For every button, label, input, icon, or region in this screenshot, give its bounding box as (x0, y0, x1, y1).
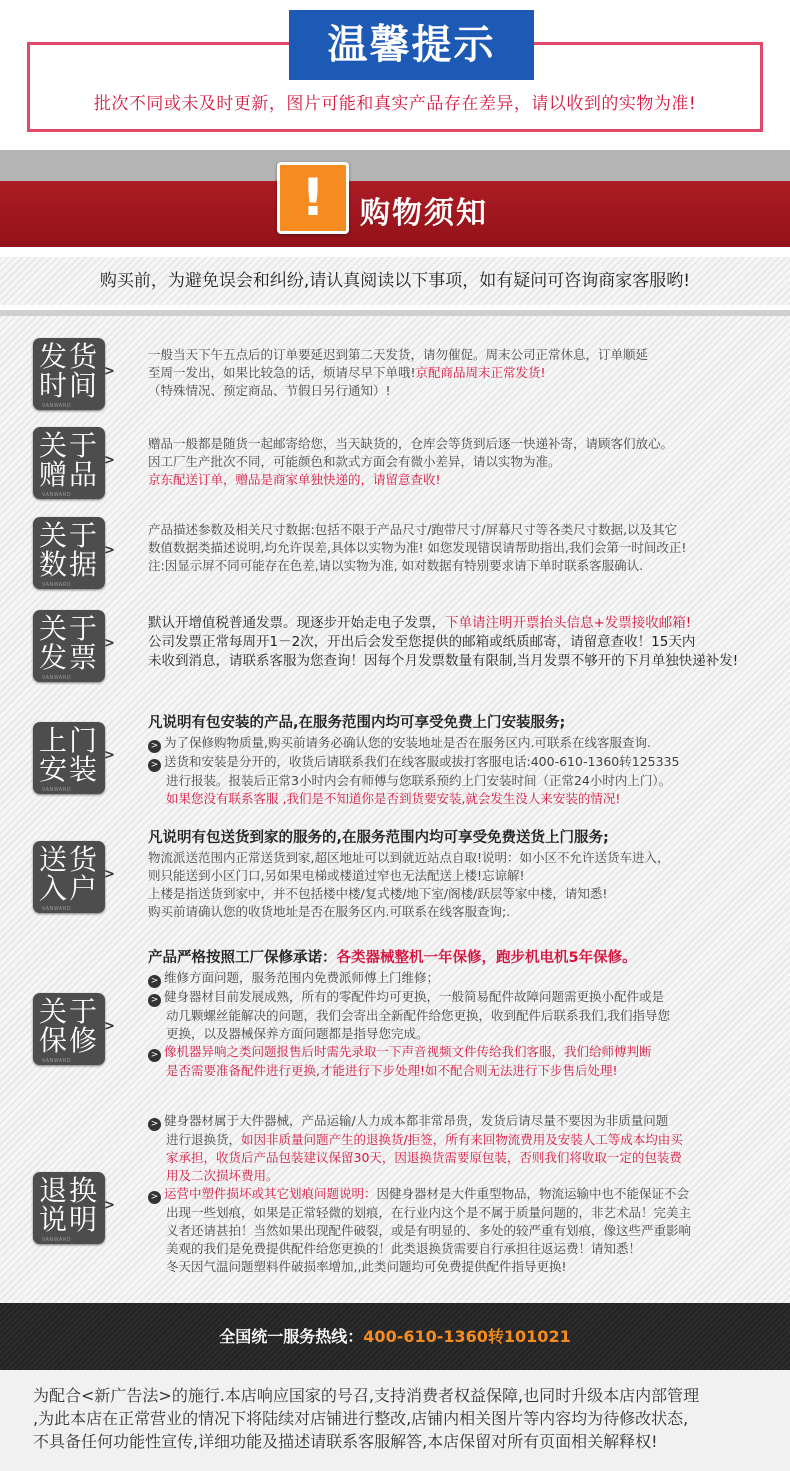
delivery-content (148, 827, 778, 921)
text-line (148, 614, 778, 633)
red-note: 如果您没有联系客服 ,我们是不知道你是否到货要安装,就会发生没人来安装的情况! (166, 791, 621, 806)
red-note: 各类器械整机一年保修，跑步机电机5年保修。 (336, 950, 637, 966)
delivery-badge (33, 841, 105, 913)
text-span: 因健身器材是大件重型物品，物流运输中也不能保证不会 (376, 1186, 690, 1201)
install-badge (33, 722, 105, 794)
gifts-badge (33, 427, 105, 499)
chevron-right-icon: > (104, 636, 115, 651)
text-line: 更换，以及器械保养方面问题都是指导您完成。 (166, 1026, 429, 1041)
text-line: 冬天因气温问题塑料件破损率增加,,此类问题均可免费提供配件指导更换! (166, 1259, 567, 1274)
hotline-bar (0, 1303, 790, 1370)
text-line: 动几颗螺丝能解决的问题，我们会寄出全新配件给您更换，收到配件后联系我们,我们指导您 (166, 1008, 670, 1023)
badge-brand: VANWARD (42, 675, 72, 681)
badge-brand: VANWARD (42, 492, 72, 498)
bullet-arrow-icon: > (148, 1118, 161, 1131)
text-line: 美观的我们是免费提供配件给您更换的！此类退换货需要自行承担往返运费！请知悉！ (166, 1241, 642, 1256)
bullet-item (148, 1185, 778, 1204)
text-line: 一般当天下午五点后的订单要延迟到第二天发货，请勿催促。周末公司正常休息，订单顺延 (148, 347, 649, 362)
red-note: 下单请注明开票抬头信息+发票接收邮箱! (445, 615, 692, 631)
text-line: （特殊情况、预定商品、节假日另行通知）! (148, 383, 391, 398)
badge-line: 发货 (38, 340, 99, 373)
red-note: 用及二次损坏费用。 (166, 1168, 279, 1183)
text-line: 义者还请甚拍！当然如果出现配件破裂，或是有明显的、多处的较严重有划痕，像这些严重影响 (166, 1223, 692, 1238)
text-span: 健身器材目前发展成熟，所有的零配件均可更换，一般简易配件故障问题需更换小配件或是 (164, 989, 665, 1004)
badge-line: 发票 (38, 641, 99, 674)
bullet-item (148, 753, 778, 772)
gifts-content (148, 435, 778, 489)
badge-brand: VANWARD (42, 906, 72, 912)
data-badge (33, 517, 105, 589)
chevron-right-icon: > (104, 1198, 115, 1213)
chevron-right-icon: > (104, 364, 115, 379)
badge-line: 安装 (38, 753, 99, 786)
bullet-arrow-icon: > (148, 994, 161, 1007)
data-content (148, 521, 778, 575)
badge-line: 退换 (38, 1174, 99, 1207)
badge-line: 上门 (38, 724, 99, 757)
text-span: 像机器异响之类问题报售后时需先录取一下声音视频文件传给我们客服，我们给师傅判断 (164, 1044, 652, 1059)
bullet-arrow-icon: > (148, 1191, 161, 1204)
returns-content (148, 1112, 778, 1276)
badge-line: 送货 (38, 843, 99, 876)
bullet-item (148, 734, 778, 753)
invoice-badge (33, 610, 105, 682)
shipping-content (148, 346, 778, 400)
notice-text: 批次不同或未及时更新，图片可能和真实产品存在差异，请以收到的实物为准! (93, 94, 697, 114)
badge-brand: VANWARD (42, 403, 72, 409)
text-span: 健身器材属于大件器械，产品运输/人力成本都非常昂贵，发货后请尽量不要因为非质量问题 (164, 1113, 669, 1128)
text-span: 默认开增值税普通发票。现逐步开始走电子发票， (148, 615, 445, 631)
badge-line: 关于 (38, 429, 99, 462)
badge-line: 数据 (38, 548, 99, 581)
badge-line: 说明 (38, 1203, 99, 1236)
warranty-badge (33, 993, 105, 1065)
badge-line: 关于 (38, 995, 99, 1028)
chevron-right-icon: > (104, 867, 115, 882)
red-note: 如因非质量问题产生的退换货/拒签，所有来回物流费用及安装人工等成本均由买 (241, 1132, 683, 1147)
badge-line: 入户 (38, 872, 99, 905)
badge-line: 保修 (38, 1024, 99, 1057)
text-line: 物流派送范围内正常送货到家,超区地址可以到就近站点自取!说明：如小区不允许送货车进入， (148, 850, 670, 865)
install-content (148, 712, 778, 808)
text-line: 赠品一般都是随货一起邮寄给您，当天缺货的，仓库会等货到后逐一快递补寄，请顾客们放心。 (148, 436, 674, 451)
section-heading: 凡说明有包送货到家的服务的,在服务范围内均可享受免费送货上门服务; (148, 830, 609, 846)
text-span: 至周一发出，如果比较急的话，烦请尽早下单哦! (148, 365, 416, 380)
bullet-item (148, 988, 778, 1007)
section-heading (148, 947, 778, 969)
red-note: 是否需要准备配件进行更换,才能进行下步处理!如不配合则无法进行下步售后处理! (166, 1063, 618, 1078)
text-span: 进行退换货， (166, 1132, 242, 1147)
text-span: 维修方面问题，服务范围内免费派师傅上门维修； (164, 970, 440, 985)
notice-title: 温馨提示 (289, 10, 534, 80)
red-note: 家承担，收货后产品包装建议保留30天，因退换货需要原包装，否则我们将收取一定的包装费 (166, 1150, 682, 1165)
text-line: 则只能送到小区门口,另如果电梯或楼道过窄也无法配送上楼!忘谅解! (148, 868, 525, 883)
text-line: 数值数据类描述说明,均允许误差,具体以实物为准! 如您发现错误请帮助指出,我们会第一时间改正! (148, 540, 687, 555)
invoice-content (148, 614, 778, 671)
text-line: 未收到消息，请联系客服为您查询！因每个月发票数量有限制,当月发票不够开的下月单独快递补发! (148, 653, 739, 669)
text-span: 产品严格按照工厂保修承诺： (148, 950, 337, 966)
shipping-badge (33, 338, 105, 410)
badge-brand: VANWARD (42, 582, 72, 588)
text-line (148, 1131, 778, 1149)
warranty-content (148, 947, 778, 1080)
text-line: 出现一些划痕，如果是正常轻微的划痕，在行业内这个是不属于质量问题的，非艺术品！完美主 (166, 1205, 692, 1220)
bullet-item (148, 1112, 778, 1131)
bullet-item (148, 1043, 778, 1062)
intro-text: 购买前，为避免误会和纠纷,请认真阅读以下事项，如有疑问可咨询商家客服哟! (99, 271, 691, 291)
text-line: 上楼是指送货到家中，并不包括楼中楼/复式楼/地下室/阁楼/跃层等家中楼，请知悉! (148, 886, 608, 901)
warning-icon: ! (277, 162, 349, 234)
badge-line: 时间 (38, 369, 99, 402)
footer-notice (0, 1370, 790, 1471)
hotline-number: 400-610-1360转101021 (363, 1327, 571, 1346)
text-line: 公司发票正常每周开1－2次，开出后会发至您提供的邮箱或纸质邮寄，请留意查收！15天内 (148, 634, 696, 650)
section-heading: 凡说明有包安装的产品,在服务范围内均可享受免费上门安装服务; (148, 715, 566, 731)
badge-line: 关于 (38, 519, 99, 552)
bullet-arrow-icon: > (148, 975, 161, 988)
badge-brand: VANWARD (42, 1058, 72, 1064)
chevron-right-icon: > (104, 1019, 115, 1034)
badge-brand: VANWARD (42, 1237, 72, 1243)
bullet-arrow-icon: > (148, 1049, 161, 1062)
text-line: 注:因显示屏不同可能存在色差,请以实物为准, 如对数据有特别要求请下单时联系客服确认. (148, 558, 644, 573)
chevron-right-icon: > (104, 453, 115, 468)
text-line: 购买前请确认您的收货地址是否在服务区内.可联系在线客服查询;. (148, 904, 511, 919)
footer-line: 不具备任何功能性宣传,详细功能及描述请联系客服解答,本店保留对所有页面相关解释权! (33, 1432, 658, 1451)
footer-line: ,为此本店在正常营业的情况下将陆续对店铺进行整改,店铺内相关图片等内容均为待修改状态, (33, 1409, 689, 1428)
text-span: 为了保修购物质量,购买前请务必确认您的安装地址是否在服务区内.可联系在线客服查询. (164, 735, 651, 750)
badge-line: 关于 (38, 612, 99, 645)
text-line: 进行报装。报装后正常3小时内会有师傅与您联系预约上门安装时间（正常24小时内上门）。 (166, 773, 672, 788)
bullet-arrow-icon: > (148, 759, 161, 772)
red-note: 运营中塑件损坏或其它划痕问题说明： (164, 1186, 377, 1201)
hotline-label: 全国统一服务热线： (219, 1327, 364, 1346)
text-span: 送货和安装是分开的，收货后请联系我们在线客服或拔打客服电话:400-610-1360转125335 (164, 754, 680, 769)
red-note: 京配商品周末正常发货! (415, 365, 546, 380)
text-line: 产品描述参数及相关尺寸数据:包括不限于产品尺寸/跑带尺寸/屏幕尺寸等各类尺寸数据,以及其它 (148, 522, 678, 537)
bullet-item (148, 969, 778, 988)
shopping-title: 购物须知 (360, 196, 488, 231)
badge-line: 赠品 (38, 458, 99, 491)
returns-badge (33, 1172, 105, 1244)
footer-line: 为配合<新广告法>的施行.本店响应国家的号召,支持消费者权益保障,也同时升级本店内部管理 (33, 1386, 700, 1405)
chevron-right-icon: > (104, 748, 115, 763)
red-note: 京东配送订单，赠品是商家单独快递的，请留意查收! (148, 472, 441, 487)
text-line (148, 364, 778, 382)
text-line: 因工厂生产批次不同，可能颜色和款式方面会有微小差异，请以实物为准。 (148, 454, 561, 469)
chevron-right-icon: > (104, 543, 115, 558)
bullet-arrow-icon: > (148, 740, 161, 753)
badge-brand: VANWARD (42, 787, 72, 793)
